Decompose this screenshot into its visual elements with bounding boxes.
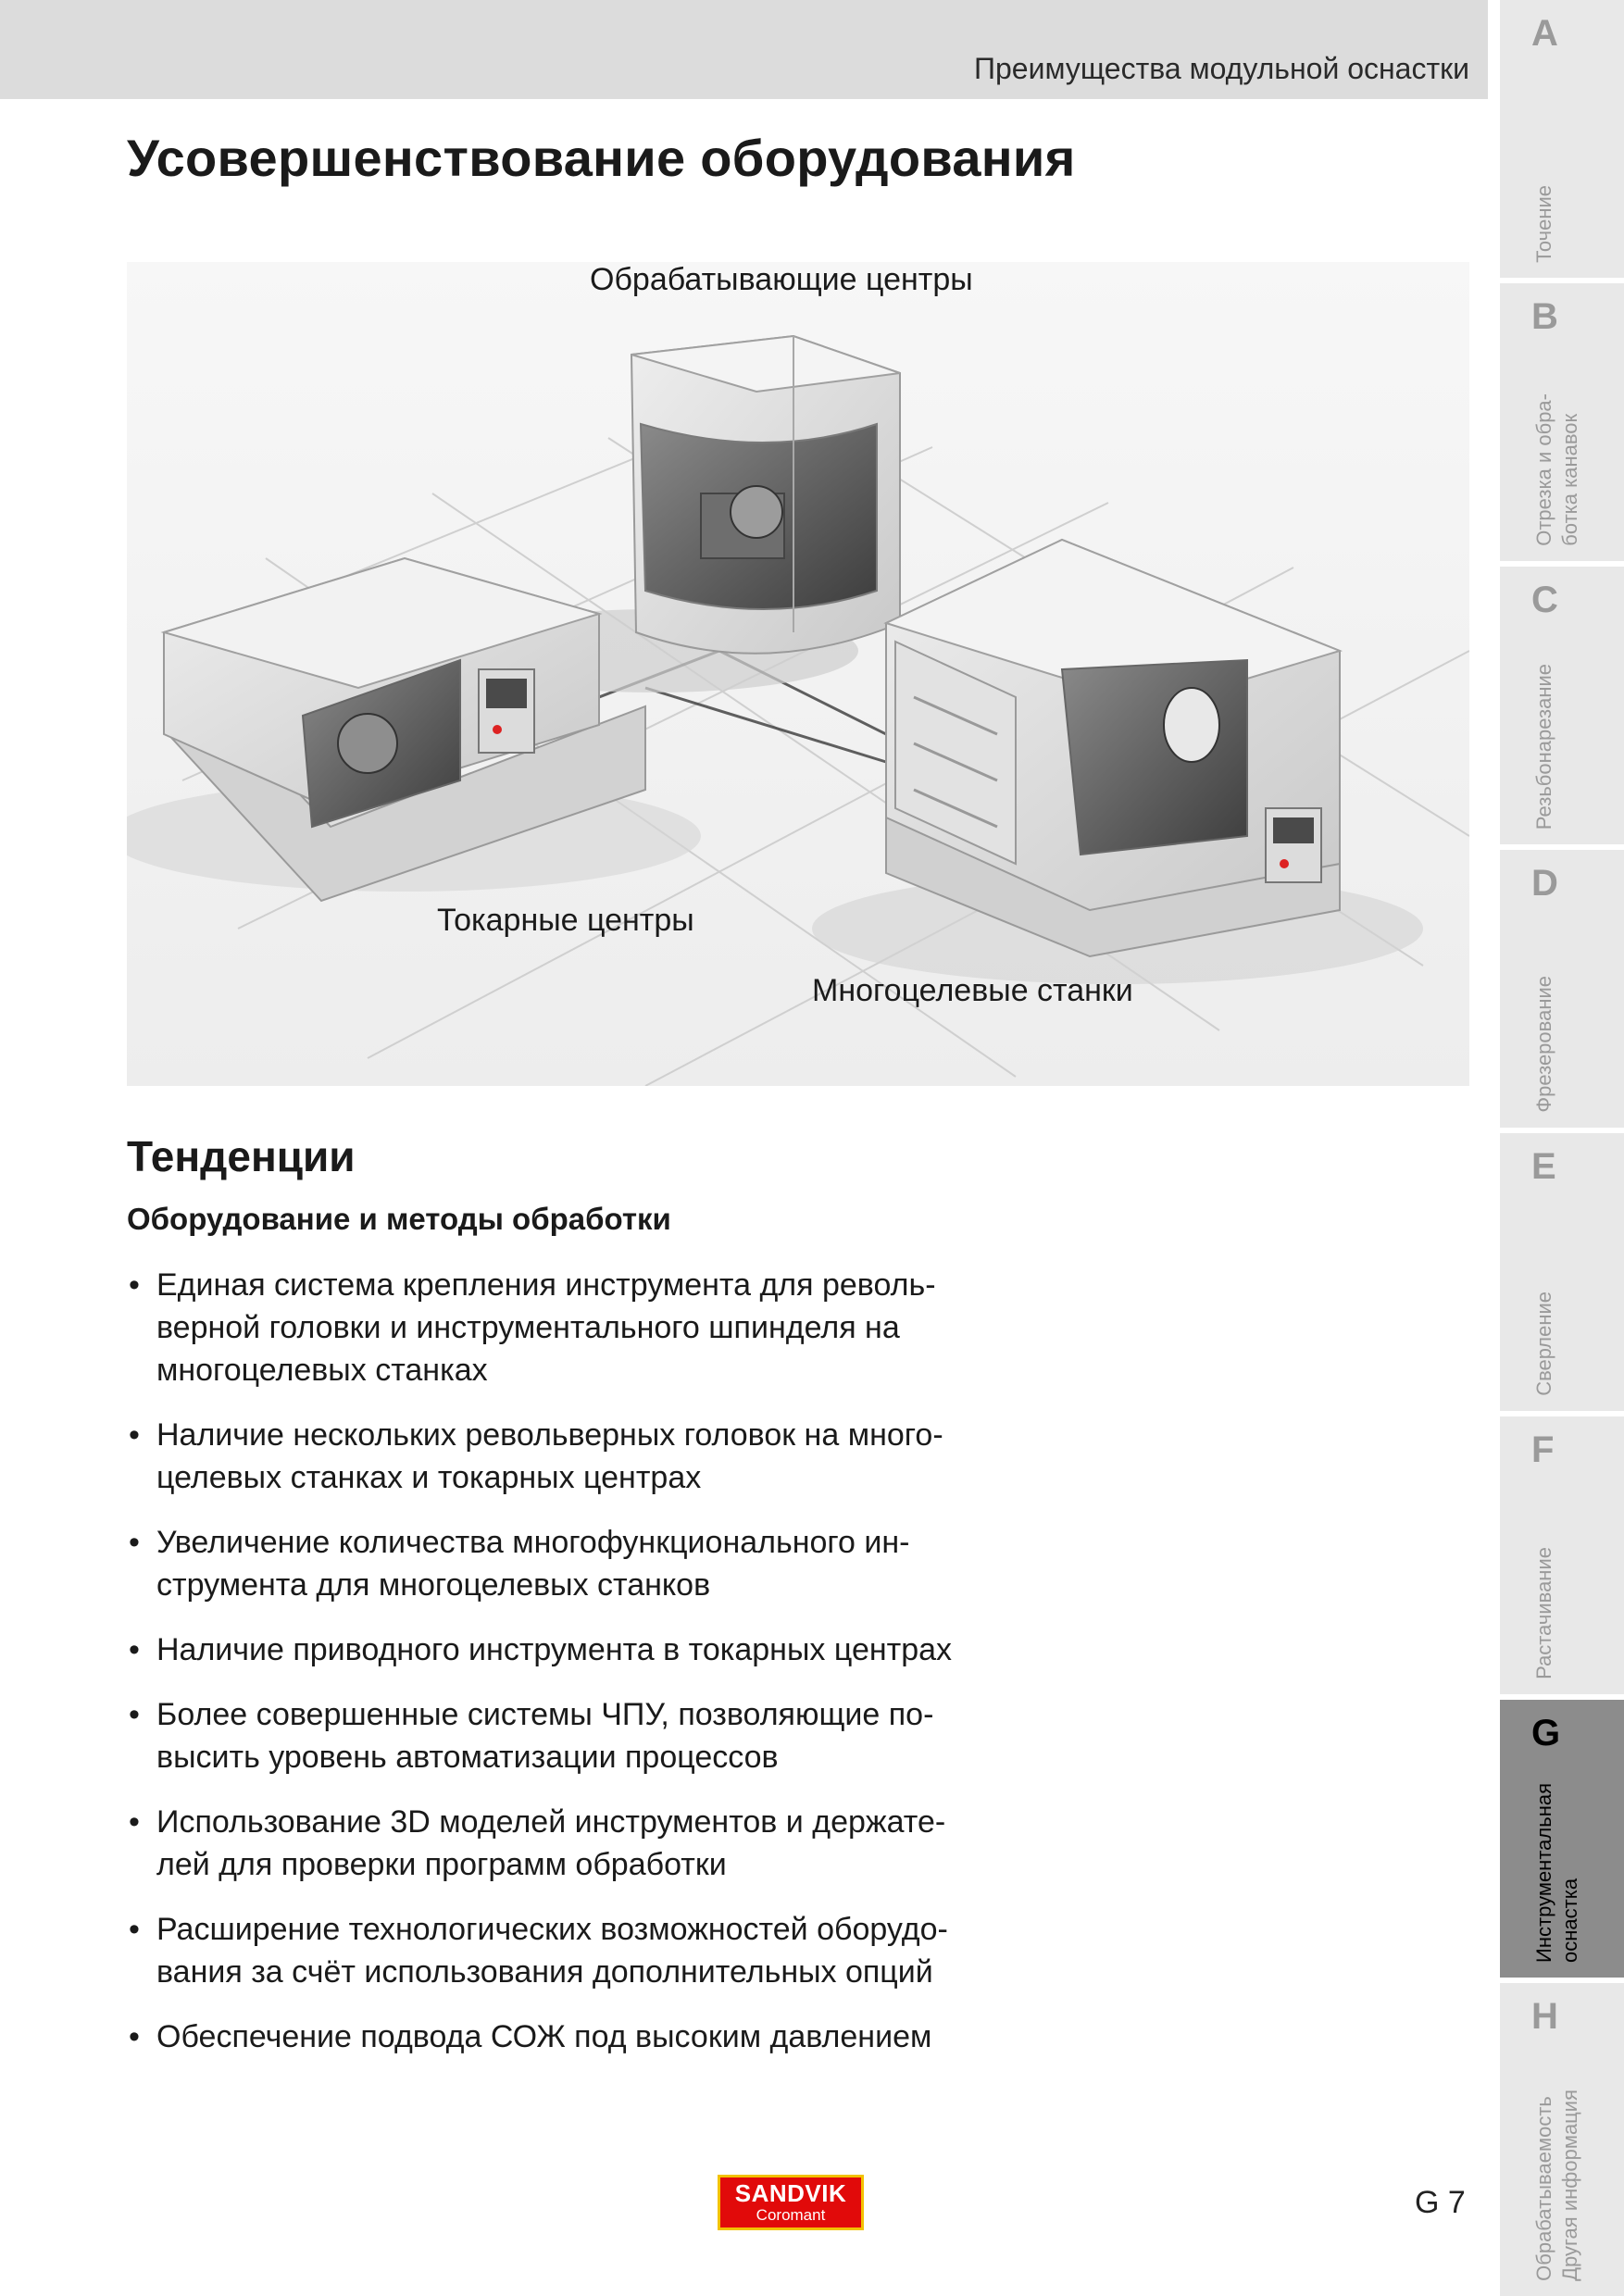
label-turning-centers: Токарные центры <box>437 903 694 938</box>
tab-a[interactable] <box>1500 0 1624 278</box>
list-item: • Единая система крепления инструмента для револь- верной головки и инструментального шпинделя на многоцелевых станках <box>129 1267 936 1388</box>
tab-h[interactable] <box>1500 1983 1624 2296</box>
tab-b[interactable] <box>1500 283 1624 561</box>
tab-letter: G <box>1531 1713 1561 1753</box>
tab-label: Фрезерование <box>1532 976 1555 1113</box>
tab-letter: C <box>1531 580 1558 620</box>
sandvik-coromant-logo <box>718 2175 864 2230</box>
list-item-text: Наличие нескольких револьверных головок на много- целевых станках и токарных центрах <box>156 1417 943 1495</box>
header-band <box>0 0 1488 99</box>
tab-letter: D <box>1531 863 1558 904</box>
list-item-text: Использование 3D моделей инструментов и держате- лей для проверки программ обработки <box>156 1804 946 1882</box>
list-item: • Наличие приводного инструмента в токарных центрах <box>129 1632 953 1667</box>
list-item: • Расширение технологических возможностей оборудо- вания за счёт использования дополнительных опций <box>129 1912 948 1990</box>
header-text: Преимущества модульной оснастки <box>973 52 1469 85</box>
list-item: • Наличие нескольких револьверных головок на много- целевых станках и токарных центрах <box>129 1417 943 1495</box>
section-tabs <box>1500 0 1624 2296</box>
subsection-title: Оборудование и методы обработки <box>127 1202 671 1236</box>
machines-illustration <box>127 262 1469 1086</box>
page-number: G 7 <box>1415 2185 1466 2220</box>
tab-g[interactable] <box>1500 1700 1624 1978</box>
tab-letter: E <box>1531 1146 1556 1187</box>
list-item: • Более совершенные системы ЧПУ, позволяющие по- высить уровень автоматизации процессов <box>129 1697 934 1775</box>
list-item-text: Наличие приводного инструмента в токарных центрах <box>156 1632 953 1667</box>
logo-main-text: SANDVIK <box>734 2179 847 2207</box>
tab-letter: F <box>1531 1429 1555 1470</box>
label-machining-centers: Обрабатывающие центры <box>590 262 973 297</box>
list-item-text: Единая система крепления инструмента для револь- верной головки и инструментального шпинделя на многоцелевых станках <box>156 1267 936 1388</box>
tab-label: Отрезка и обра- ботка канавок <box>1532 393 1581 546</box>
machines-drawing <box>127 262 1469 1086</box>
tab-label: Сверление <box>1532 1292 1555 1396</box>
tab-label: Точение <box>1532 185 1555 263</box>
list-item: • Использование 3D моделей инструментов и держате- лей для проверки программ обработки <box>129 1804 946 1882</box>
tab-f[interactable] <box>1500 1416 1624 1694</box>
tab-label: Растачивание <box>1532 1547 1555 1679</box>
trends-list <box>127 1264 1034 2080</box>
list-item-text: Увеличение количества многофункционального ин- струмента для многоцелевых станков <box>156 1525 910 1603</box>
tab-label: Обрабатываемость Другая информация <box>1532 2090 1581 2281</box>
list-item: • Увеличение количества многофункционального ин- струмента для многоцелевых станков <box>129 1525 910 1603</box>
tab-label: Инструментальная оснастка <box>1532 1783 1581 1963</box>
list-item-text: Расширение технологических возможностей оборудо- вания за счёт использования дополнительных опций <box>156 1912 948 1990</box>
list-item-text: Обеспечение подвода СОЖ под высоким давлением <box>156 2019 932 2054</box>
tab-letter: B <box>1531 296 1558 337</box>
tab-label: Резьбонарезание <box>1532 663 1555 830</box>
list-item-text: Более совершенные системы ЧПУ, позволяющие по- высить уровень автоматизации процессов <box>156 1697 934 1775</box>
machining-center <box>631 336 900 654</box>
list-item: • Обеспечение подвода СОЖ под высоким давлением <box>129 2019 932 2054</box>
tab-c[interactable] <box>1500 567 1624 844</box>
label-multitask-machines: Многоцелевые станки <box>812 973 1133 1008</box>
tab-letter: A <box>1531 13 1558 54</box>
tab-e[interactable] <box>1500 1133 1624 1411</box>
page-title: Усовершенствование оборудования <box>127 129 1076 187</box>
section-title: Тенденции <box>127 1132 356 1180</box>
tab-letter: H <box>1531 1996 1558 2037</box>
logo-sub-text: Coromant <box>756 2206 826 2224</box>
tab-d[interactable] <box>1500 850 1624 1128</box>
